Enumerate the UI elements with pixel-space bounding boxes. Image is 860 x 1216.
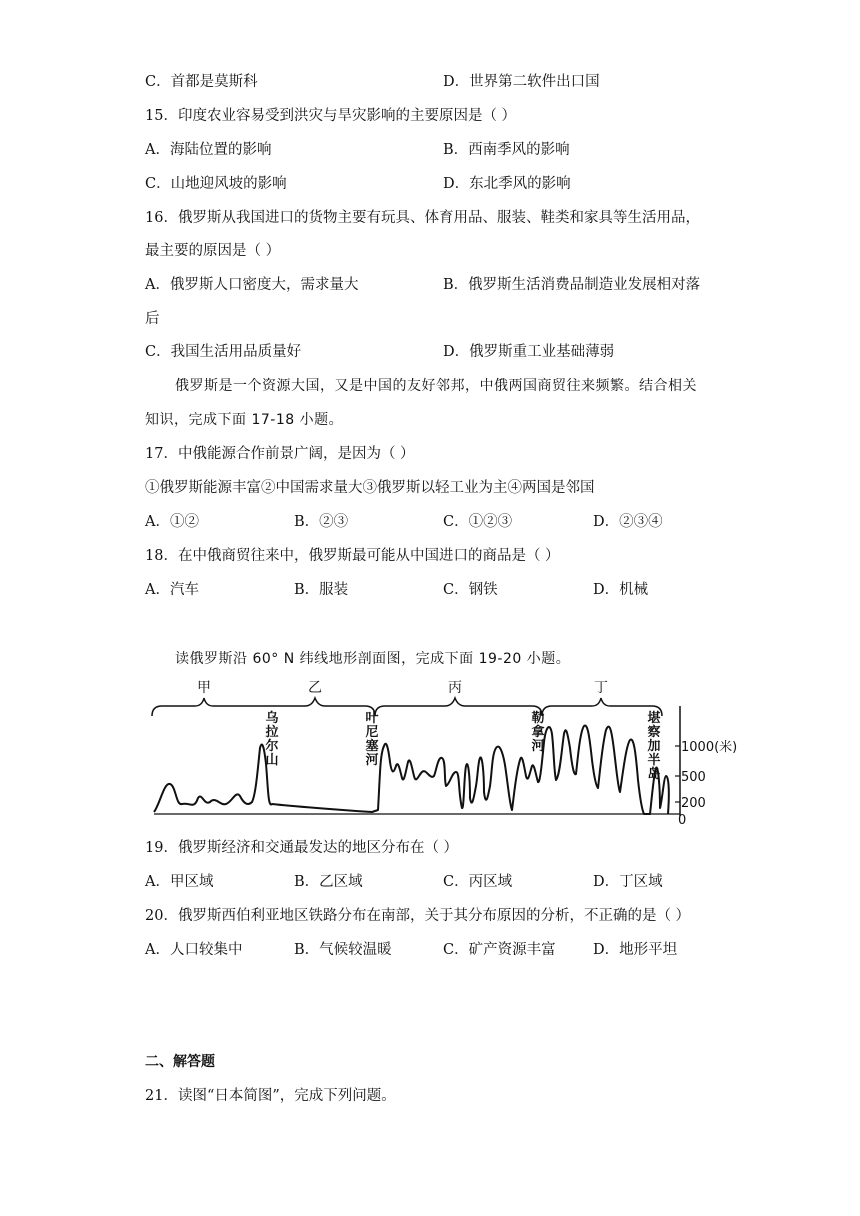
terrain-profile-line: [154, 725, 669, 814]
q14-option-d: D．世界第二软件出口国: [443, 74, 600, 90]
q20-option-b: B．气候较温暖: [294, 942, 392, 958]
intro-17-18-line2: 知识，完成下面 17-18 小题。: [145, 412, 344, 428]
q15-stem: 15．印度农业容易受到洪灾与旱灾影响的主要原因是（ ）: [145, 108, 517, 124]
q16-option-c: C．我国生活用品质量好: [145, 344, 302, 360]
feature-label-text: 叶尼塞河: [365, 711, 379, 768]
brace-jia-yi: [152, 698, 375, 716]
q20-option-d: D．地形平坦: [593, 942, 678, 958]
q18-option-c: C．钢铁: [443, 582, 498, 598]
q15-option-d: D．东北季风的影响: [443, 176, 571, 192]
q17-option-c: C．①②③: [443, 514, 513, 530]
q17-option-d: D．②③④: [593, 514, 663, 530]
q17-option-b: B．②③: [294, 514, 349, 530]
q20-stem: 20．俄罗斯西伯利亚地区铁路分布在南部，关于其分布原因的分析，不正确的是（ ）: [145, 908, 691, 924]
region-jia: 甲: [197, 680, 211, 696]
axis-label-500: 500: [681, 770, 706, 785]
region-ding: 丁: [594, 680, 608, 696]
axis-label-1000: 1000(米): [681, 740, 738, 755]
intro-17-18-line1: 俄罗斯是一个资源大国，又是中国的友好邻邦，中俄两国商贸往来频繁。结合相关: [175, 378, 697, 394]
q19-option-d: D．丁区域: [593, 874, 663, 890]
q16-option-d: D．俄罗斯重工业基础薄弱: [443, 344, 615, 360]
q19-option-a: A．甲区域: [145, 874, 214, 890]
brace-bing: [375, 698, 542, 716]
q16-option-b-wrap: 后: [145, 311, 160, 327]
region-bing: 丙: [448, 680, 462, 696]
q18-option-a: A．汽车: [145, 582, 199, 598]
q14-option-c: C．首都是莫斯科: [145, 74, 258, 90]
q18-option-b: B．服装: [294, 582, 349, 598]
label-yenisei-river: [365, 711, 379, 768]
section-2-title: 二、解答题: [145, 1054, 215, 1070]
intro-19-20: 读俄罗斯沿 60° N 纬线地形剖面图，完成下面 19-20 小题。: [175, 651, 571, 667]
axis-label-0: 0: [678, 813, 687, 828]
q16-stem-line2: 最主要的原因是（ ）: [145, 243, 281, 259]
q19-option-c: C．丙区域: [443, 874, 513, 890]
q15-option-a: A．海陆位置的影响: [145, 142, 272, 158]
q15-option-c: C．山地迎风坡的影响: [145, 176, 287, 192]
terrain-profile-figure: [140, 676, 760, 828]
q16-stem-line1: 16．俄罗斯从我国进口的货物主要有玩具、体育用品、服装、鞋类和家具等生活用品，: [145, 210, 700, 226]
region-yi: 乙: [308, 680, 322, 696]
feature-label-text: 堪察加半岛: [647, 711, 661, 782]
feature-label-text: 乌拉尔山: [265, 711, 279, 768]
q17-option-a: A．①②: [145, 514, 199, 530]
q21-stem: 21．读图“日本简图”，完成下列问题。: [145, 1088, 396, 1104]
q19-option-b: B．乙区域: [294, 874, 363, 890]
feature-label-text: 勒拿河: [531, 711, 545, 754]
brace-ding: [542, 698, 662, 716]
q20-option-a: A．人口较集中: [145, 942, 243, 958]
q19-stem: 19．俄罗斯经济和交通最发达的地区分布在（ ）: [145, 840, 459, 856]
q16-option-a: A．俄罗斯人口密度大，需求量大: [145, 277, 359, 293]
q15-option-b: B．西南季风的影响: [443, 142, 570, 158]
label-ural-mountains: [265, 710, 278, 768]
q17-stem: 17．中俄能源合作前景广阔，是因为（ ）: [145, 446, 415, 462]
q16-option-b: B．俄罗斯生活消费品制造业发展相对落: [443, 277, 701, 293]
q17-items: ①俄罗斯能源丰富②中国需求量大③俄罗斯以轻工业为主④两国是邻国: [145, 480, 595, 496]
q18-stem: 18．在中俄商贸往来中，俄罗斯最可能从中国进口的商品是（ ）: [145, 548, 560, 564]
q20-option-c: C．矿产资源丰富: [443, 942, 556, 958]
q18-option-d: D．机械: [593, 582, 649, 598]
axis-label-200: 200: [681, 796, 706, 811]
